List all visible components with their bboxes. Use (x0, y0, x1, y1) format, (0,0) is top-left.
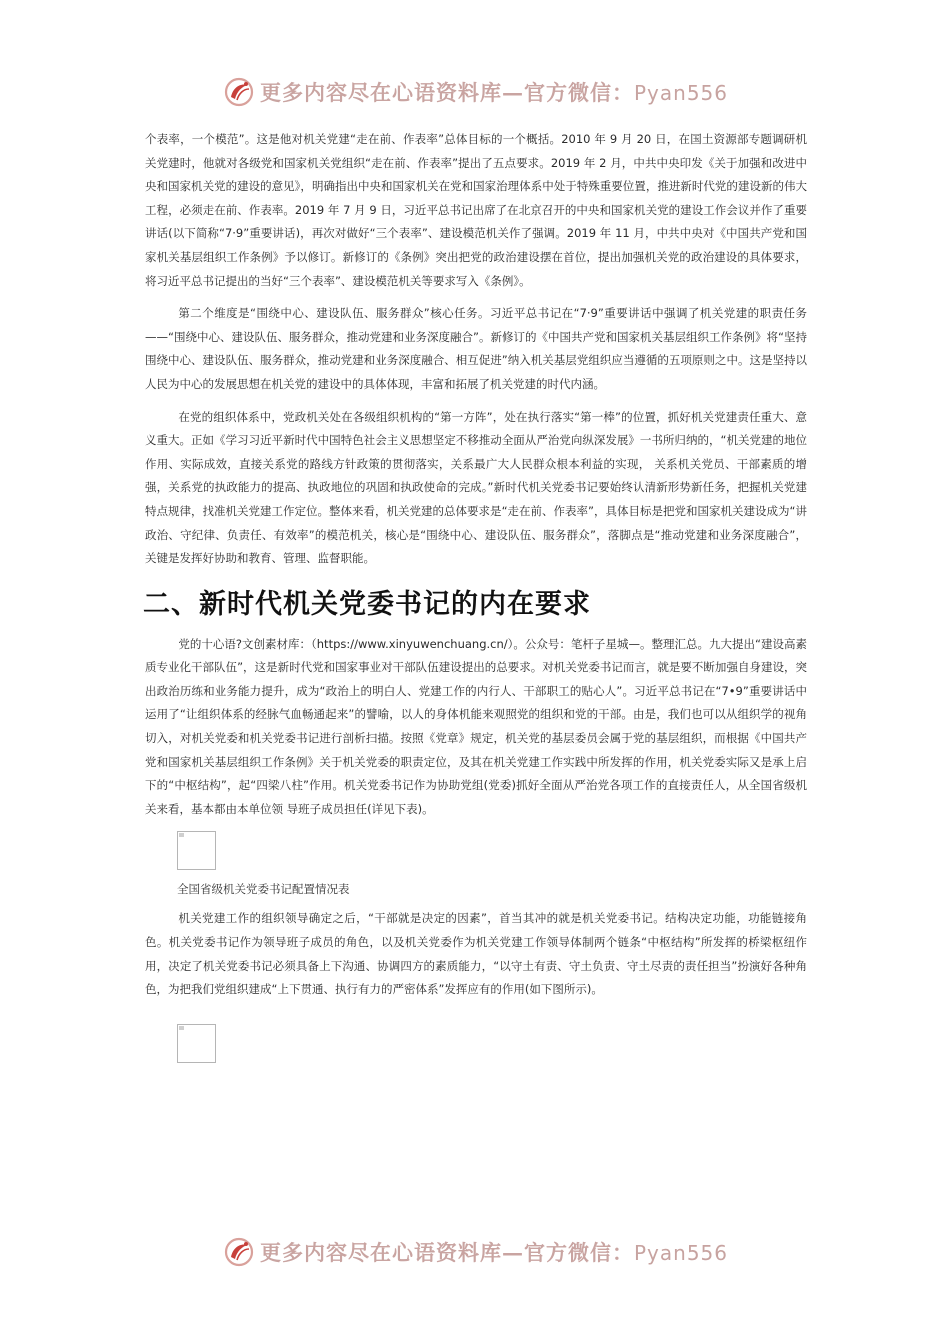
paragraph: 机关党建工作的组织领导确定之后，“干部就是决定的因素”，首当其冲的就是机关党委书记。结构决定功能，功能链接角色。机关党委书记作为领导班子成员的角色，以及机关党委作为机关党建工作领导体制两个链条“中枢结构”所发挥的桥梁枢纽作用，决定了机关党委书记必须具备上下沟通、协调四方的素质能力，“以守土有责、守土负责、守土尽责的责任担当”扮演好各种角色，为把我们党组织建成“上下贯通、执行有力的严密体系”发挥应有的作用(如下图所示)。 (145, 911, 807, 997)
banner-handle: Pyan556 (633, 81, 728, 105)
banner-text: 更多内容尽在心语资料库—官方微信：Pyan556 (259, 80, 728, 105)
paragraph: 个表率，一个模范”。这是他对机关党建“走在前、作表率”总体目标的一个概括。2010 年 9 月 20 日，在国土资源部专题调研机关党建时，他就对各级党和国家机关党组织“走在前、作表率”提出了五点要求。2019 年 2 月，中共中央印发《关于加强和改进中央和国家机关党的建设的意见》，明确指出中央和国家机关在党和国家治理体系中处于特殊重要位置，推进新时代党的建设新的伟大工程，必须走在前、作表率。2019 年 7 月 9 日，习近平总书记出席了在北京召开的中央和国家机关党的建设工作会议并作了重要讲话(以下简称“7·9”重要讲话)，再次对做好“三个表率”、建设模范机关作了强调。2019 年 11 月，中共中央对《中国共产党和国家机关基层组织工作条例》予以修订。新修订的《条例》突出把党的政治建设摆在首位，提出加强机关党的政治建设的具体要求，将习近平总书记提出的当好“三个表率”、建设模范机关等要求写入《条例》。 (145, 132, 807, 288)
brand-logo-icon (222, 75, 256, 109)
header-banner (0, 70, 950, 114)
banner-text: 更多内容尽在心语资料库—官方微信：Pyan556 (259, 1240, 728, 1265)
broken-image-icon (177, 1024, 216, 1063)
section-heading: 二、新时代机关党委书记的内在要求 (143, 588, 591, 620)
paragraph: 党的十心语?文创素材库：（https://www.xinyuwenchuang.cn/）。公众号：笔杆子星城—。整理汇总。九大提出“建设高素质专业化干部队伍”，这是新时代党和国家事业对干部队伍建设提出的总要求。对机关党委书记而言，就是要不断加强自身建设，突出政治历练和业务能力提升，成为“政治上的明白人、党建工作的内行人、干部职工的贴心人”。习近平总书记在“7•9”重要讲话中运用了“让组织体系的经脉气血畅通起来”的譬喻，以人的身体机能来观照党的组织和党的干部。由是，我们也可以从组织学的视角切入，对机关党委和机关党委书记进行剖析扫描。按照《党章》规定，机关党的基层委员会属于党的基层组织，而根据《中国共产党和国家机关基层组织工作条例》关于机关党委的职责定位，及其在机关党建工作实践中所发挥的作用，机关党委实际又是承上启下的“中枢结构”，起“四梁八柱”作用。机关党委书记作为协助党组(党委)抓好全面从严治党各项工作的直接责任人，从全国省级机关来看，基本都由本单位领 导班子成员担任(详见下表)。 (145, 636, 807, 816)
table-caption: 全国省级机关党委书记配置情况表 (177, 882, 350, 897)
footer-banner (0, 1230, 950, 1274)
brand-logo-icon (222, 1235, 256, 1269)
document-body (145, 128, 807, 1063)
paragraph: 第二个维度是“围绕中心、建设队伍、服务群众”核心任务。习近平总书记在“7·9”重要讲话中强调了机关党建的职责任务——“围绕中心、建设队伍、服务群众，推动党建和业务深度融合”。新修订的《中国共产党和国家机关基层组织工作条例》将“坚持围绕中心、建设队伍、服务群众，推动党建和业务深度融合、相互促进”纳入机关基层党组织应当遵循的五项原则之中。这是坚持以人民为中心的发展思想在机关党的建设中的具体体现，丰富和拓展了机关党建的时代内涵。 (145, 306, 807, 391)
paragraph: 在党的组织体系中，党政机关处在各级组织机构的“第一方阵”，处在执行落实“第一棒”的位置，抓好机关党建责任重大、意义重大。正如《学习习近平新时代中国特色社会主义思想坚定不移推动全面从严治党向纵深发展》一书所归纳的，“机关党建的地位作用、实际成效，直接关系党的路线方针政策的贯彻落实，关系最广大人民群众根本利益的实现， 关系机关党员、干部素质的增强，关系党的执政能力的提高、执政地位的巩固和执政使命的完成。”新时代机关党委书记要始终认清新形势新任务，把握机关党建特点规律，找准机关党建工作定位。整体来看，机关党建的总体要求是“走在前、作表率”，具体目标是把党和国家机关建设成为“讲政治、守纪律、负责任、有效率”的模范机关，核心是“围绕中心、建设队伍、服务群众”，落脚点是“推动党建和业务深度融合”，关键是发挥好协助和教育、管理、监督职能。 (145, 409, 807, 566)
broken-image-icon (177, 831, 216, 870)
banner-handle: Pyan556 (633, 1241, 728, 1265)
